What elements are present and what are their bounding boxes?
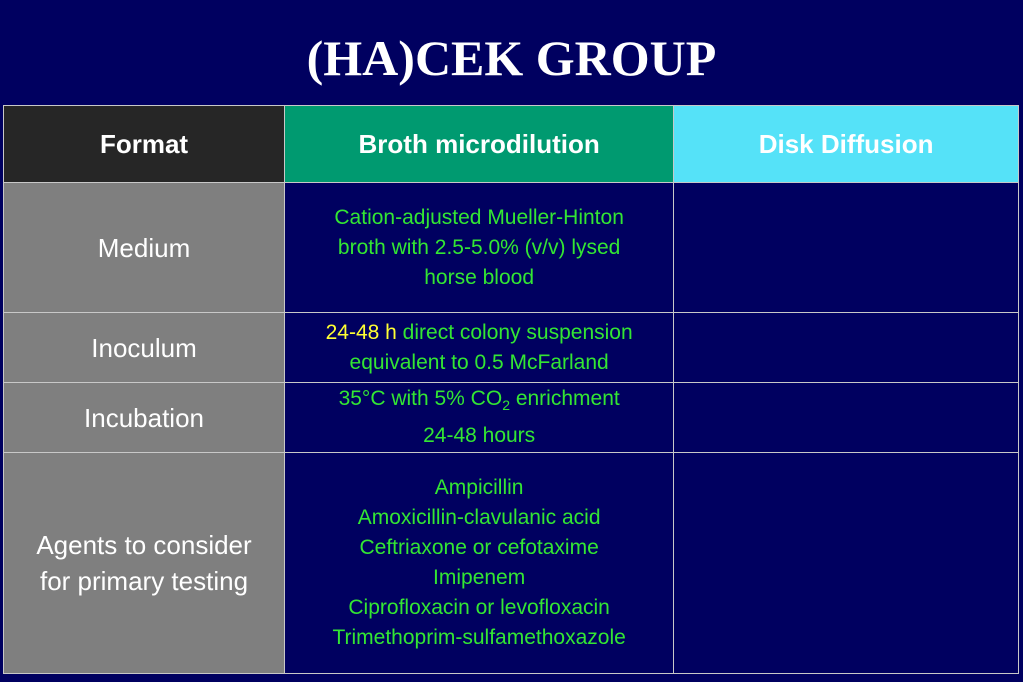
medium-broth-line: broth with 2.5-5.0% (v/v) lysed <box>337 235 621 259</box>
slide-title: (HA)CEK GROUP <box>306 30 717 86</box>
medium-broth-line: horse blood <box>424 265 534 289</box>
agent-item: Ceftriaxone or cefotaxime <box>359 536 599 559</box>
agents-disk-cell <box>674 453 1019 674</box>
co2-subscript: 2 <box>502 397 510 414</box>
header-disk-diffusion: Disk Diffusion <box>674 106 1019 183</box>
agent-item: Amoxicillin-clavulanic acid <box>357 506 601 529</box>
inoculum-broth-text: direct colony suspension <box>396 320 633 344</box>
agent-item: Imipenem <box>433 566 526 589</box>
incubation-broth-cell <box>285 383 674 453</box>
medium-broth-cell <box>285 183 674 313</box>
header-broth-microdilution: Broth microdilution <box>285 106 674 183</box>
row-label-agents <box>4 453 285 674</box>
table-row-incubation <box>4 383 1019 453</box>
table-row-medium <box>4 183 1019 313</box>
header-format: Format <box>4 106 285 183</box>
incubation-disk-cell <box>674 383 1019 453</box>
incubation-broth-suffix: enrichment <box>509 387 620 411</box>
inoculum-time-highlight: 24-48 h <box>325 320 397 344</box>
agents-label-line: Agents to consider <box>36 530 252 560</box>
row-label-inoculum: Inoculum <box>4 313 285 383</box>
table-row-inoculum <box>4 313 1019 383</box>
inoculum-broth-line2: equivalent to 0.5 McFarland <box>349 350 609 374</box>
table-row-agents <box>4 453 1019 674</box>
incubation-broth-line2: 24-48 hours <box>423 423 536 447</box>
header-row <box>4 106 1019 183</box>
incubation-broth-text: 35°C with 5% CO <box>338 387 503 411</box>
inoculum-broth-cell <box>285 313 674 383</box>
medium-disk-cell <box>674 183 1019 313</box>
agent-item: Ciprofloxacin or levofloxacin <box>348 596 610 619</box>
medium-broth-line: Cation-adjusted Mueller-Hinton <box>334 205 624 229</box>
agents-broth-cell <box>285 453 674 674</box>
agent-item: Trimethoprim-sulfamethoxazole <box>332 626 626 649</box>
inoculum-disk-cell <box>674 313 1019 383</box>
row-label-medium: Medium <box>4 183 285 313</box>
row-label-incubation: Incubation <box>4 383 285 453</box>
comparison-table <box>3 105 1019 674</box>
agent-item: Ampicillin <box>434 476 524 499</box>
agents-label-line: for primary testing <box>39 566 249 596</box>
